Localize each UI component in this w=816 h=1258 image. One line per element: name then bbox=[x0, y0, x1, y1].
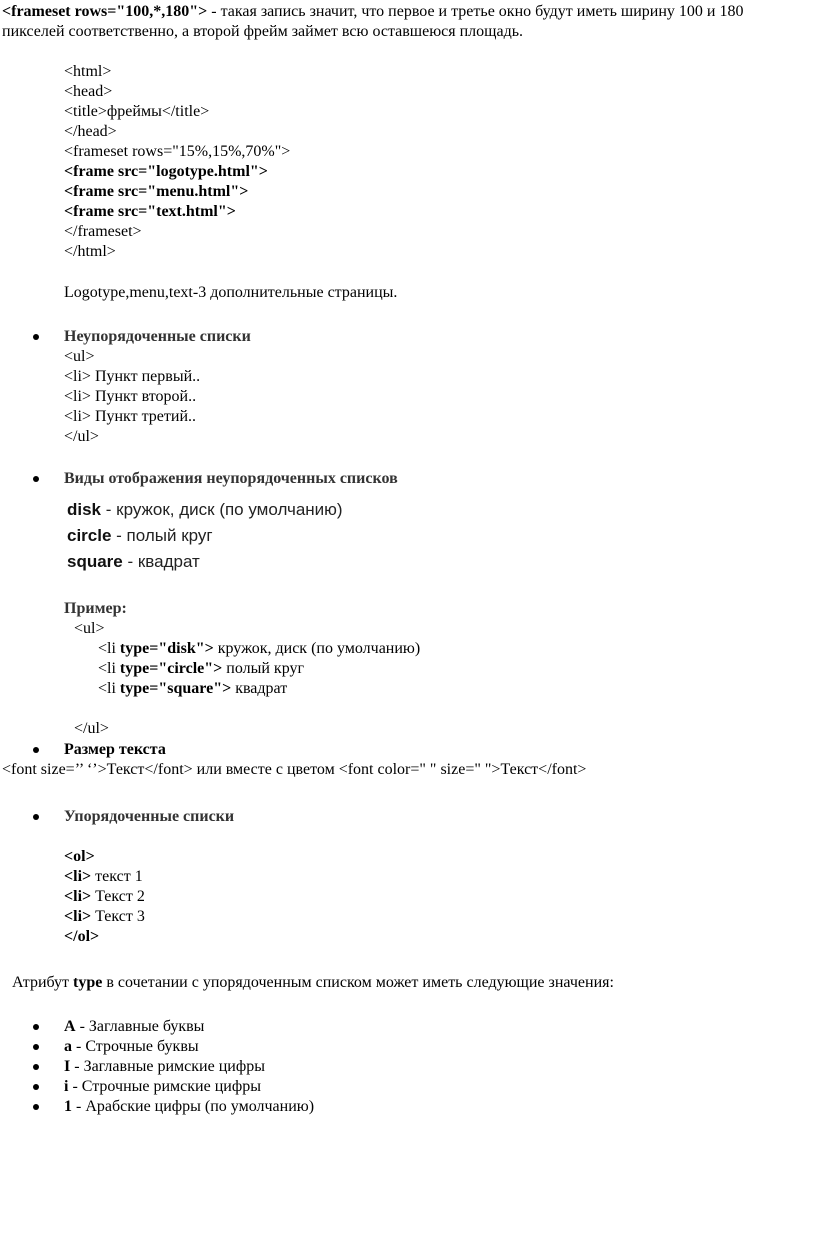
type-value-key: i bbox=[64, 1078, 69, 1095]
example-item-text: квадрат bbox=[231, 680, 288, 697]
intro-text-1: - такая запись значит, что первое и третье окно будут иметь ширину 100 и 180 bbox=[207, 3, 744, 20]
ol-item-tag: <li> bbox=[64, 888, 92, 905]
bullet-icon bbox=[33, 1104, 39, 1110]
ul-code-line: <li> Пункт второй.. bbox=[64, 388, 197, 405]
ol-item bbox=[64, 907, 145, 927]
example-item bbox=[98, 679, 287, 699]
example-item-pre: <li bbox=[98, 660, 120, 677]
ol-item-text: Текст 3 bbox=[91, 908, 145, 925]
frames-note: Logotype,menu,text-3 дополнительные страницы. bbox=[64, 284, 398, 301]
ol-item bbox=[64, 867, 143, 887]
ul-type-square bbox=[67, 552, 200, 572]
ul-type-key: disk bbox=[67, 500, 102, 519]
example-item-text: полый круг bbox=[222, 660, 305, 677]
type-value-key: 1 bbox=[64, 1098, 72, 1115]
example-item-attr: type="circle"> bbox=[119, 660, 223, 677]
example-item-text: кружок, диск (по умолчанию) bbox=[213, 640, 421, 657]
type-value-key: a bbox=[64, 1038, 72, 1055]
example-label: Пример: bbox=[64, 600, 127, 617]
code-line: <frameset rows="15%,15%,70%"> bbox=[64, 143, 291, 160]
bullet-icon bbox=[33, 814, 39, 820]
unordered-heading: Неупорядоченные списки bbox=[64, 328, 251, 345]
type-value-item bbox=[64, 1097, 314, 1117]
code-line: <title>фреймы</title> bbox=[64, 103, 210, 120]
example-item bbox=[98, 659, 304, 679]
code-line: </head> bbox=[64, 123, 117, 140]
intro-line-1 bbox=[2, 2, 743, 22]
type-value-key: I bbox=[64, 1058, 71, 1075]
type-attr-pre: Атрибут bbox=[12, 974, 74, 991]
ol-open: <ol> bbox=[64, 848, 95, 865]
code-line-bold: <frame src="logotype.html"> bbox=[64, 163, 268, 180]
code-line-bold: <frame src="menu.html"> bbox=[64, 183, 249, 200]
ul-type-key: square bbox=[67, 552, 123, 571]
type-attr-post: в сочетании с упорядоченным списком может иметь следующие значения: bbox=[102, 974, 614, 991]
ol-item-tag: <li> bbox=[64, 908, 92, 925]
bullet-icon bbox=[33, 1044, 39, 1050]
ul-type-desc: - кружок, диск (по умолчанию) bbox=[101, 500, 343, 519]
type-attr-bold: type bbox=[73, 974, 103, 991]
code-line-bold: <frame src="text.html"> bbox=[64, 203, 236, 220]
code-line: <html> bbox=[64, 63, 112, 80]
ol-item-text: Текст 2 bbox=[91, 888, 145, 905]
example-item-attr: type="disk"> bbox=[119, 640, 214, 657]
type-value-key: A bbox=[64, 1018, 76, 1035]
ul-type-disk bbox=[67, 500, 343, 520]
type-value-desc: - Арабские цифры (по умолчанию) bbox=[72, 1098, 315, 1115]
intro-code: <frameset rows="100,*,180"> bbox=[2, 3, 208, 20]
ol-item-tag: <li> bbox=[64, 868, 92, 885]
example-open: <ul> bbox=[74, 620, 105, 637]
type-value-item bbox=[64, 1017, 204, 1037]
type-value-desc: - Строчные буквы bbox=[72, 1038, 199, 1055]
ul-code-line: </ul> bbox=[64, 428, 99, 445]
example-item-attr: type="square"> bbox=[119, 680, 232, 697]
ul-type-desc: - квадрат bbox=[122, 552, 200, 571]
bullet-icon bbox=[33, 747, 39, 753]
code-line: <head> bbox=[64, 83, 113, 100]
type-value-item bbox=[64, 1037, 199, 1057]
bullet-icon bbox=[33, 334, 39, 340]
ul-code-line: <li> Пункт первый.. bbox=[64, 368, 201, 385]
code-line: </frameset> bbox=[64, 223, 142, 240]
ol-close: </ol> bbox=[64, 928, 100, 945]
intro-line-2: пикселей соответственно, а второй фрейм займет всю оставшеюся площадь. bbox=[2, 23, 524, 40]
type-value-desc: - Заглавные буквы bbox=[75, 1018, 205, 1035]
bullet-icon bbox=[33, 1064, 39, 1070]
bullet-icon bbox=[33, 476, 39, 482]
example-close: </ul> bbox=[74, 720, 109, 737]
ul-types-heading: Виды отображения неупорядоченных списков bbox=[64, 470, 398, 487]
type-attr-line bbox=[12, 973, 614, 993]
ul-code-line: <ul> bbox=[64, 348, 95, 365]
bullet-icon bbox=[33, 1024, 39, 1030]
text-size-heading: Размер текста bbox=[64, 741, 166, 758]
ordered-heading: Упорядоченные списки bbox=[64, 808, 235, 825]
type-value-desc: - Строчные римские цифры bbox=[68, 1078, 261, 1095]
type-value-item bbox=[64, 1077, 261, 1097]
code-line: </html> bbox=[64, 243, 116, 260]
type-value-desc: - Заглавные римские цифры bbox=[70, 1058, 265, 1075]
type-value-item bbox=[64, 1057, 265, 1077]
example-item-pre: <li bbox=[98, 640, 120, 657]
example-item bbox=[98, 639, 420, 659]
ul-type-circle bbox=[67, 526, 213, 546]
ul-type-desc: - полый круг bbox=[111, 526, 213, 545]
ol-item-text: текст 1 bbox=[91, 868, 143, 885]
text-size-line: <font size=’’ ‘’>Текст</font> или вместе с цветом <font color=" " size=" ">Текст</font> bbox=[2, 761, 587, 778]
ul-code-line: <li> Пункт третий.. bbox=[64, 408, 197, 425]
bullet-icon bbox=[33, 1084, 39, 1090]
example-item-pre: <li bbox=[98, 680, 120, 697]
ul-type-key: circle bbox=[67, 526, 112, 545]
ol-item bbox=[64, 887, 145, 907]
